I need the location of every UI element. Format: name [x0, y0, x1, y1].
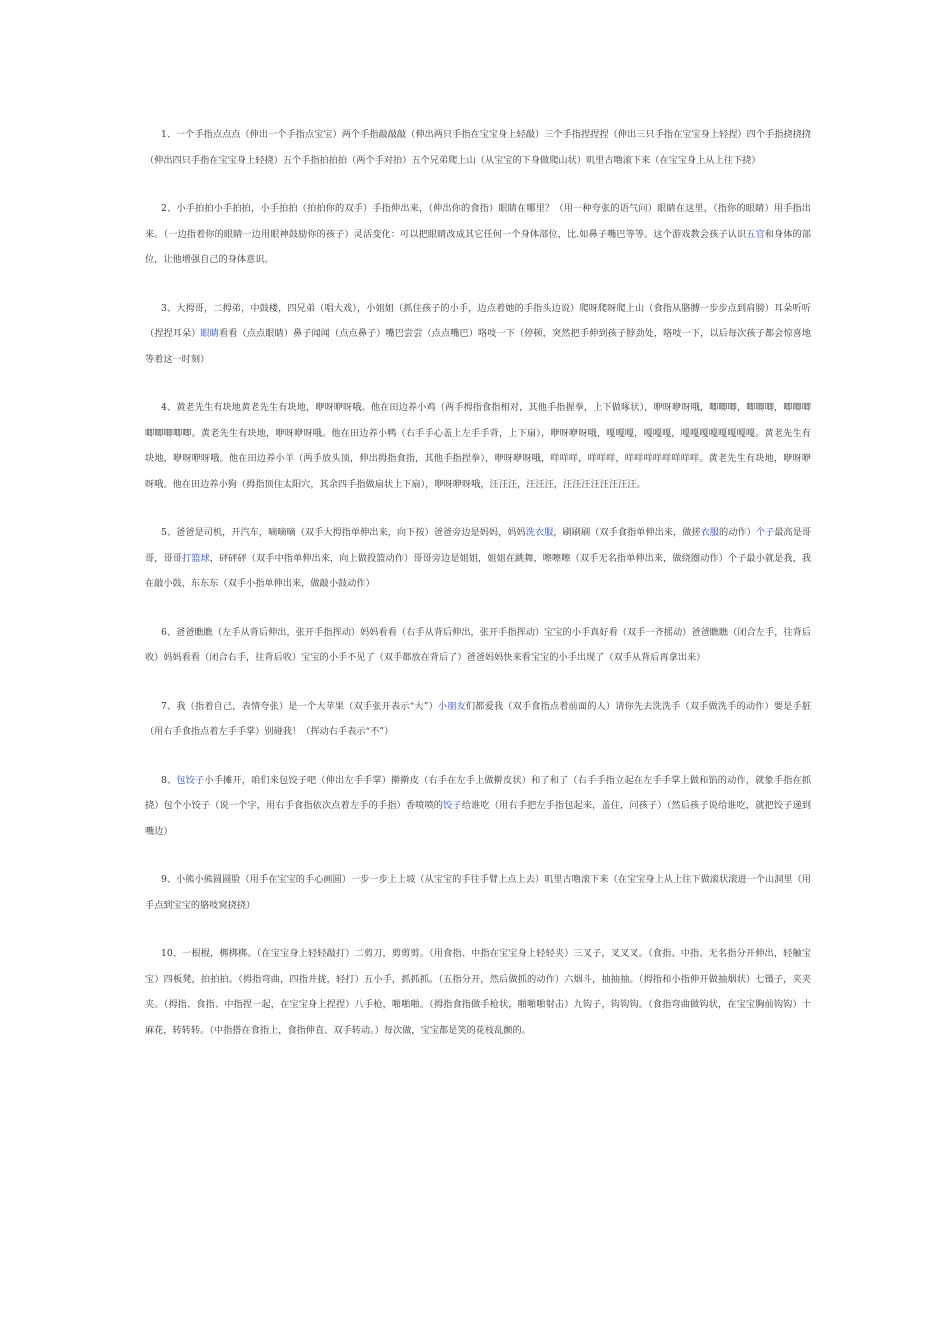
- paragraph-text: 小手摊开，咱们来包饺子吧（伸出左手手掌）擀擀皮（右手在左手上做擀皮状）和了和了（右手手指立起在左手手掌上做和馅的动作，就象手指在抓挠）包个小饺子（说一个字，用右手食指依次点着左手的手指）香喷喷的: [145, 774, 812, 811]
- paragraph-text: 和身体的部位，让他增强自己的身体意识。: [145, 228, 811, 265]
- paragraph-text: 看看（点点眼睛）鼻子闻闻（点点鼻子）嘴巴尝尝（点点嘴巴）咯吱一下（停顿，突然把手伸到孩子脖劲处，咯吱一下，以后每次孩子都会惊喜地等着这一时刻）: [145, 328, 812, 365]
- paragraph-text: 们都爱我（双手食指点着前面的人）请你先去洗洗手（双手做洗手的动作）要是手脏（用右手食指点着左手手掌）别碰我！（挥动右手表示“不”）: [145, 700, 812, 737]
- keyword-link[interactable]: 包饺子: [176, 774, 205, 786]
- document-body: [145, 122, 811, 1066]
- rhyme-paragraph-8: [145, 768, 811, 845]
- rhyme-paragraph-2: [145, 196, 811, 273]
- keyword-link[interactable]: 洗衣服: [525, 527, 554, 538]
- keyword-link[interactable]: 饺子: [443, 800, 462, 811]
- paragraph-text: ，刷刷刷（双手食指单伸出来，做搓: [553, 527, 701, 538]
- paragraph-text: 4、黄老先生有块地黄老先生有块地，咿呀咿呀哦。他在田边养小鸡（两手拇指食指相对，其他手指握拳，上下做啄状），咿呀咿呀哦，唧唧唧，唧唧唧，唧唧唧唧唧唧唧唧。黄老先生有块地，咿呀咿呀哦。他在田边养小鸭（右手手心盖上左手手背，上下扇），咿呀咿呀哦，嘎嘎嘎，嘎嘎嘎，嘎嘎嘎嘎嘎嘎嘎嘎。黄老先生有块地，咿呀咿呀哦。他在田边养小羊（两手放头顶，伸出拇指食指，其他手指捏拳），咿呀咿呀哦，咩咩咩，咩咩咩，咩咩咩咩咩咩咩咩。黄老先生有块地，咿呀咿呀哦。他在田边养小狗（拇指顶住太阳穴，其余四手指做扇状上下扇），咿呀咿呀哦，汪汪汪，汪汪汪，汪汪汪汪汪汪汪汪。: [145, 402, 811, 490]
- paragraph-text: 2、小手拍拍小手拍拍，小手拍拍（拍拍你的双手）手指伸出来，（伸出你的食指）眼睛在哪里？（用一种夸张的语气问）眼睛在这里，（指你的眼睛）用手指出来。（一边指着你的眼睛一边用眼神鼓励你的孩子）灵活变化：可以把眼睛改成其它任何一个身体部位，比.如鼻子嘴巴等等。这个游戏教会孩子认识: [145, 203, 811, 240]
- paragraph-text: 的动作）: [719, 527, 756, 538]
- paragraph-text: 给谁吃（用右手把左手指包起来，盖住，问孩子）（然后孩子说给谁吃，就把饺子递到嘴边）: [145, 800, 812, 837]
- keyword-link[interactable]: 打篮球: [182, 552, 210, 564]
- paragraph-text: ，砰砰砰（双手中指单伸出来，向上做投篮动作）哥哥旁边是姐姐，姐姐在跳舞，嚓嚓嚓（双手无名指单伸出来，做绕圈动作）个子最小就是我，我在敲小鼓，东东东（双手小指单伸出来，做敲小鼓动作）: [145, 552, 812, 589]
- rhyme-paragraph-7: [145, 694, 811, 745]
- paragraph-text: 5、爸爸是司机，开汽车，嘀嘀嘀（双手大拇指单伸出来，向下按）爸爸旁边是妈妈，妈妈: [161, 527, 526, 538]
- paragraph-text: 10、一根棍，梆梆梆。（在宝宝身上轻轻敲打）二剪刀，剪剪剪。（用食指、中指在宝宝身上轻轻夹）三叉子，叉叉叉。（食指、中指、无名指分开伸出，轻触宝宝）四板凳，拍拍拍。（拇指弯曲，四指并拢，轻打）五小手，抓抓抓。（五指分开，然后做抓的动作）六烟斗，抽抽抽。（拇指和小指伸开做抽烟状）七镊子，夹夹夹。（拇指、食指、中指捏一起，在宝宝身上捏捏）八手枪，啪啪啪。（拇指食指做手枪状，啪啪啪射击）九钩子，钩钩钩。（食指弯曲做钩状，在宝宝胸前钩钩）十麻花，转转转。（中指搭在食指上，食指伸直、双手转动。）每次做，宝宝都是笑的花枝乱颤的。: [145, 948, 811, 1036]
- rhyme-paragraph-10: [145, 941, 811, 1043]
- rhyme-paragraph-5: [145, 520, 811, 597]
- rhyme-paragraph-6: [145, 620, 811, 671]
- paragraph-text: 9、小熊小熊圆圆脸（用手在宝宝的手心画圆）一步一步上上坡（从宝宝的手往手臂上点上去）叽里古噜滚下来（在宝宝身上从上往下做滚状滚进一个山洞里（用手点到宝宝的胳吱窝挠挠）: [145, 874, 811, 911]
- paragraph-text: 3、大拇哥，二拇弟，中鼓楼，四兄弟（唱大戏），小姐姐（抓住孩子的小手，边点着她的手指头边说）爬呀爬呀爬上山（食指从胳膊一步步点到肩膀）耳朵听听（捏捏耳朵）: [145, 302, 811, 339]
- paragraph-text: 6、爸爸瞧瞧（左手从背后伸出，张开手指挥动）妈妈看看（右手从背后伸出，张开手指挥动）宝宝的小手真好看（双手一齐摇动）爸爸瞧瞧（闭合左手，往背后收）妈妈看看（闭合右手，往背后收）宝宝的小手不见了（双手都放在背后了）爸爸妈妈快来看宝宝的小手出现了（双手从背后再拿出来）: [145, 626, 811, 663]
- paragraph-text: 7、我（指着自己，表情夸张）是一个大苹果（双手张开表示“大”）: [161, 700, 438, 712]
- rhyme-paragraph-4: [145, 395, 811, 497]
- keyword-link[interactable]: 小朋友: [437, 700, 466, 712]
- keyword-link[interactable]: 衣服: [700, 527, 720, 538]
- paragraph-text: 1、一个手指点点点（伸出一个手指点宝宝）两个手指敲敲敲（伸出两只手指在宝宝身上轻敲）三个手指捏捏捏（伸出三只手指在宝宝身上轻捏）四个手指挠挠挠（伸出四只手指在宝宝身上轻挠）五个手指拍拍拍（两个手对拍）五个兄弟爬上山（从宝宝的下身做爬山状）叽里古噜滚下来（在宝宝身上从上往下挠）: [145, 129, 811, 166]
- keyword-link[interactable]: 个子: [755, 527, 775, 538]
- keyword-link[interactable]: 五官: [746, 228, 765, 240]
- rhyme-paragraph-1: [145, 122, 811, 173]
- paragraph-text: 最高是哥哥，哥哥: [145, 527, 812, 564]
- rhyme-paragraph-3: [145, 296, 811, 373]
- paragraph-text: 8、: [161, 774, 177, 786]
- keyword-link[interactable]: 眼睛: [200, 328, 220, 339]
- rhyme-paragraph-9: [145, 867, 811, 918]
